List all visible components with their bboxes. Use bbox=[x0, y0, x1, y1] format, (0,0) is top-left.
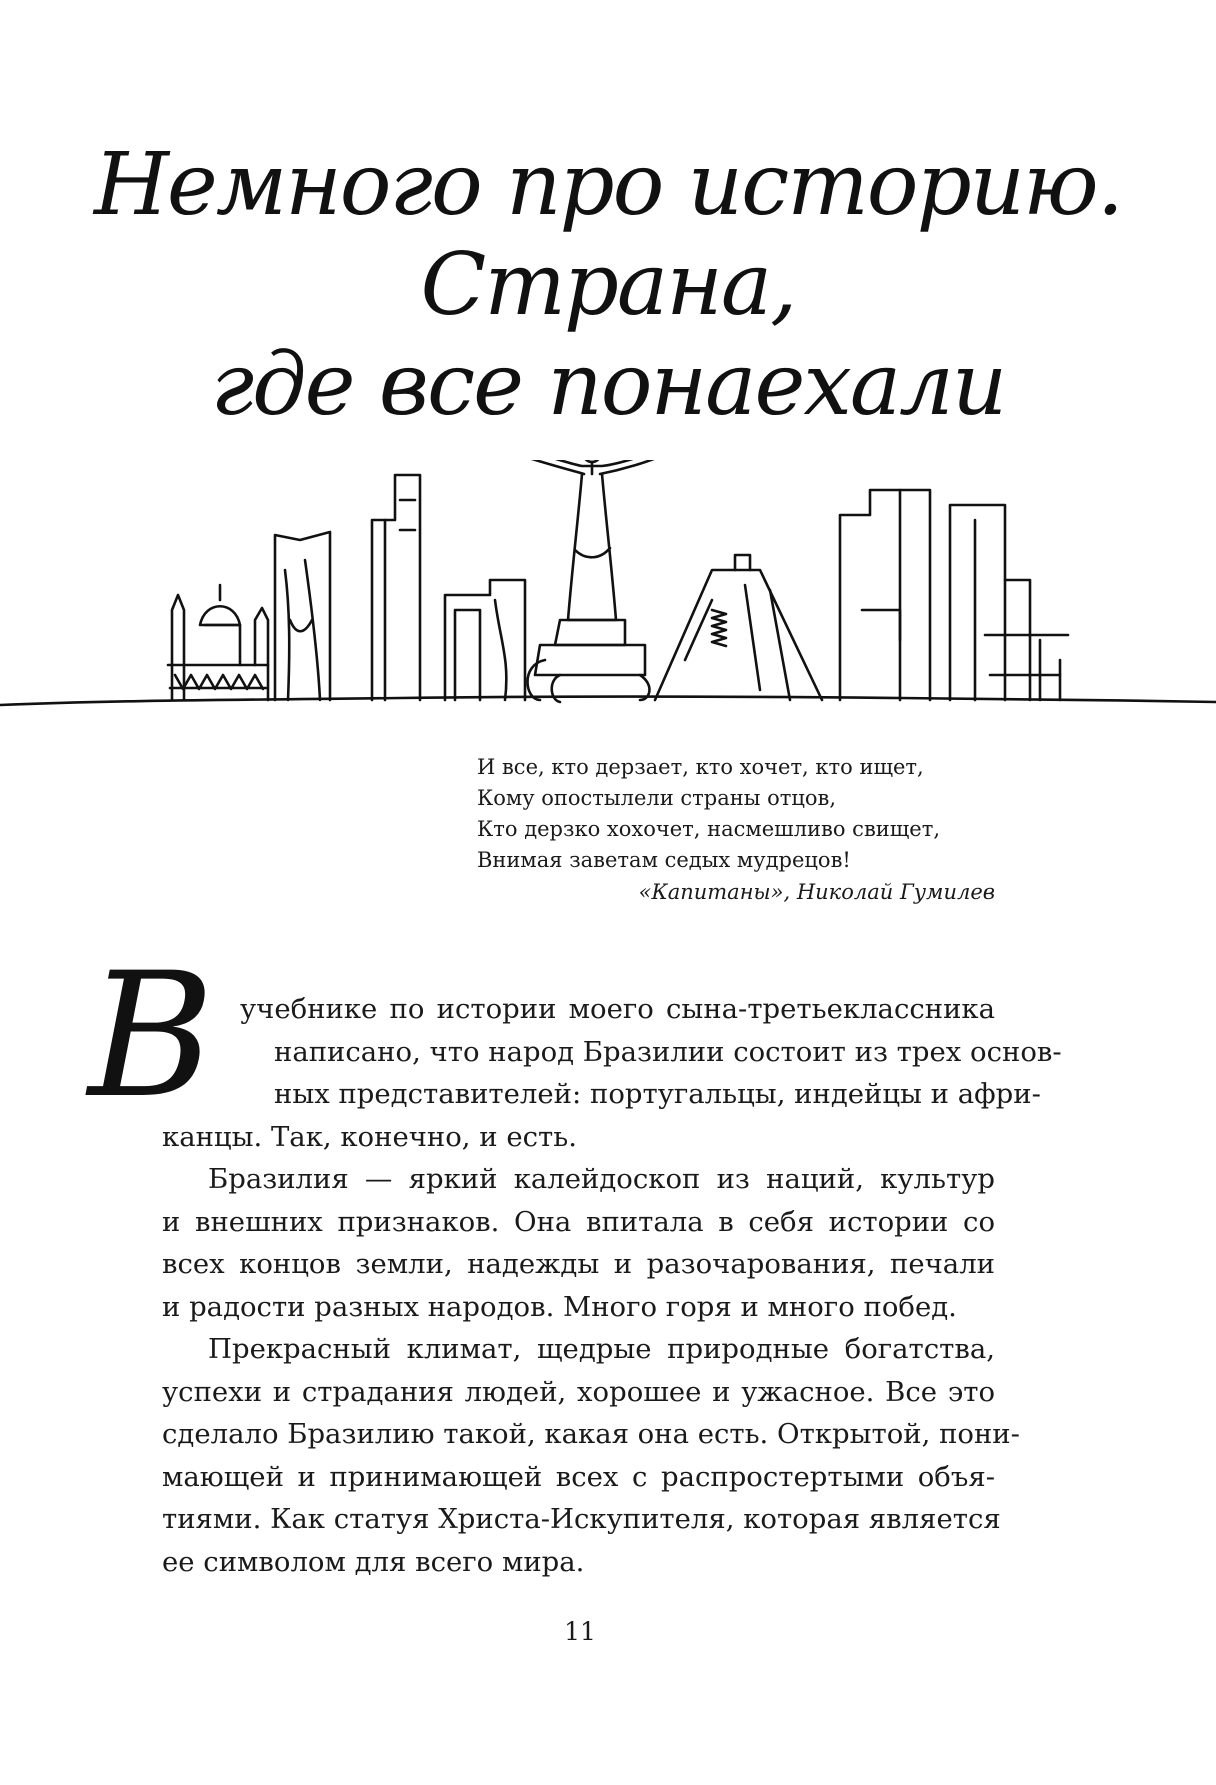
paragraph-line: Бразилия — яркий калейдоскоп из наций, культур bbox=[208, 1163, 995, 1195]
towers-right-drawing bbox=[840, 490, 1068, 700]
body-text bbox=[162, 988, 1062, 1583]
paragraph-line: и внешних признаков. Она впитала в себя истории со bbox=[162, 1205, 995, 1238]
paragraph-line: написано, что народ Бразилии состоит из трех основ- bbox=[274, 1035, 1062, 1068]
epigraph-line: Кто дерзко хохочет, насмешливо свищет, bbox=[477, 817, 941, 841]
chapter-title-line-2: Страна, bbox=[420, 235, 796, 335]
epigraph-line: Внимая заветам седых мудрецов! bbox=[477, 848, 851, 872]
paragraph-line: Прекрасный климат, щедрые природные богатства, bbox=[208, 1333, 995, 1365]
chapter-title-line-3: где все понаехали bbox=[210, 335, 1006, 435]
paragraph-line: учебнике по истории моего сына-третьеклассника bbox=[240, 993, 995, 1025]
paragraph-line: сделало Бразилию такой, какая она есть. Открытой, пони- bbox=[162, 1418, 1020, 1450]
chapter-title-line-1: Немного про историю. bbox=[93, 135, 1123, 235]
pyramid-cathedral-drawing bbox=[655, 555, 822, 700]
christ-redeemer-drawing bbox=[508, 460, 672, 702]
epigraph-line: И все, кто дерзает, кто хочет, кто ищет, bbox=[477, 755, 924, 779]
epigraph-source: «Капитаны», Николай Гумилев bbox=[638, 880, 995, 904]
cathedral-drawing bbox=[168, 585, 268, 700]
page-number: 11 bbox=[564, 1617, 596, 1646]
paragraph-line: всех концов земли, надежды и разочарования, печали bbox=[162, 1248, 995, 1280]
towers-left-drawing bbox=[275, 475, 525, 700]
skyline-illustration bbox=[0, 460, 1216, 730]
ground-line bbox=[0, 697, 1216, 706]
paragraph-line: успехи и страдания людей, хорошее и ужасное. Все это bbox=[162, 1375, 995, 1408]
epigraph bbox=[477, 752, 1017, 908]
paragraph-line: и радости разных народов. Много горя и много побед. bbox=[162, 1290, 957, 1323]
drop-cap: В bbox=[88, 935, 215, 1136]
paragraph-line: ных представителей: португальцы, индейцы и афри- bbox=[274, 1078, 1041, 1110]
paragraph-line: мающей и принимающей всех с распростертыми объя- bbox=[162, 1460, 995, 1493]
paragraph-line: тиями. Как статуя Христа-Искупителя, которая является bbox=[162, 1503, 1001, 1535]
paragraph-line: ее символом для всего мира. bbox=[162, 1545, 585, 1578]
paragraph-line: канцы. Так, конечно, и есть. bbox=[162, 1120, 577, 1153]
epigraph-line: Кому опостылели страны отцов, bbox=[477, 786, 837, 810]
chapter-title bbox=[0, 135, 1216, 435]
